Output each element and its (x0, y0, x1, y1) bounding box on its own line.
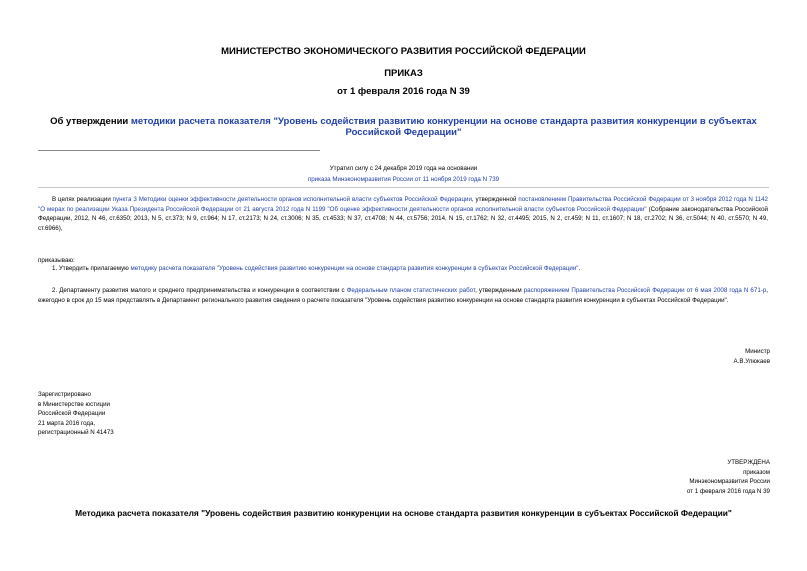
preamble-text-2: , утвержденной (471, 196, 519, 203)
item-2-text-2: , утвержденным (475, 287, 524, 294)
item-2-stat-plan-link[interactable]: Федеральным планом статистических работ (346, 287, 476, 294)
methodology-title: Методика расчета показателя "Уровень содействия развитию конкуренции на основе стандарта развития конкуренции в субъектах Российской Федерации" (75, 508, 732, 518)
approved-line: УТВЕРЖДЕНА (727, 459, 770, 466)
item-1-paragraph (38, 264, 768, 274)
item-2-text-1: 2. Департаменту развития малого и среднего предпринимательства и конкуренции в соответствии с (52, 287, 347, 294)
document-title (36, 116, 771, 138)
note-divider (38, 187, 769, 188)
registration-line: Зарегистрировано (38, 391, 91, 398)
signature-name: А.В.Улюкаев (733, 357, 770, 365)
status-note-order-link[interactable]: приказа Минэкономразвития России от 11 ноября 2019 года N 739 (307, 176, 500, 183)
item-2-directive-link[interactable]: распоряжением Правительства Российской Федерации от 6 мая 2008 года N 671-р (523, 287, 767, 294)
title-divider (38, 150, 320, 151)
registration-line: Российской Федерации (38, 410, 106, 418)
item-1-text-2: . (578, 265, 581, 272)
approved-block (687, 458, 770, 496)
item-1-text-1: 1. Утвердить прилагаемую (52, 265, 131, 272)
approved-line: Минэкономразвития России (689, 478, 770, 486)
status-note (0, 163, 807, 185)
title-prefix: Об утверждении (50, 116, 131, 127)
registration-line: 21 марта 2016 года, (38, 419, 96, 427)
doc-type-heading: ПРИКАЗ (384, 68, 423, 79)
preamble-text-3: (Собрание законодательства Российской Федерации, 2012, N 46, ст.6350; 2013, N 5, ст.373; N 9, ст.964; N 17, ст.2173; N 24, ст.3006; N 35, ст.4533; N 37, ст.4708; N 44, ст.5756; 2014, N 15, ст.1762; N 32, ст.4495; 2015, N 2, ст.459; N 11, ст.1607; N 18, ст.2702; N 36, ст.5044; N 40, ст.5570; N 49, ст.6966), (38, 205, 768, 232)
status-note-line1: Утратил силу с 24 декабря 2019 года на основании (329, 165, 478, 172)
registration-block (38, 390, 114, 438)
registration-line: регистрационный N 41473 (38, 429, 114, 437)
item-2-text-3: , ежегодно в срок до 15 мая представлять в Департамент регионального развития сведения о расчете показателя "Уровень содействия развитию конкуренции на основе стандарта развития конкуренции в субъектах Российской Федерации". (38, 287, 768, 304)
signature-block (734, 347, 770, 366)
registration-line: в Министерстве юстиции (38, 400, 111, 408)
preamble-text-1: В целях реализации (52, 196, 113, 203)
preamble-methodology-link[interactable]: пункта 3 Методики оценки эффективности деятельности органов исполнительной власти субъектов Российской Федерации (112, 196, 472, 203)
approved-line: приказом (743, 468, 770, 476)
preamble-decree-link[interactable]: постановлением Правительства Российской Федерации от 3 ноября 2012 года N 1142 "О мерах по реализации Указа Президента Российской Федерации от 21 августа 2012 года N 1199 "Об оценке эффективности деятельности органов исполнительной власти субъектов Российской Федерации" (38, 196, 768, 213)
ministry-heading: МИНИСТЕРСТВО ЭКОНОМИЧЕСКОГО РАЗВИТИЯ РОССИЙСКОЙ ФЕДЕРАЦИИ (221, 46, 586, 57)
item-2-paragraph (38, 286, 768, 305)
doc-date-number: от 1 февраля 2016 года N 39 (337, 86, 470, 97)
approved-line: от 1 февраля 2016 года N 39 (686, 487, 770, 495)
title-method-link[interactable]: методики расчета показателя "Уровень содействия развитию конкуренции на основе стандарта развития конкуренции в субъектах Российской Федерации" (130, 116, 757, 138)
signature-position: Министр (745, 348, 770, 355)
preamble-paragraph (38, 195, 768, 233)
order-word: приказываю: (38, 257, 75, 264)
item-1-method-link[interactable]: методику расчета показателя "Уровень содействия развитию конкуренции на основе стандарта развития конкуренции в субъектах Российской Федерации" (130, 265, 579, 272)
